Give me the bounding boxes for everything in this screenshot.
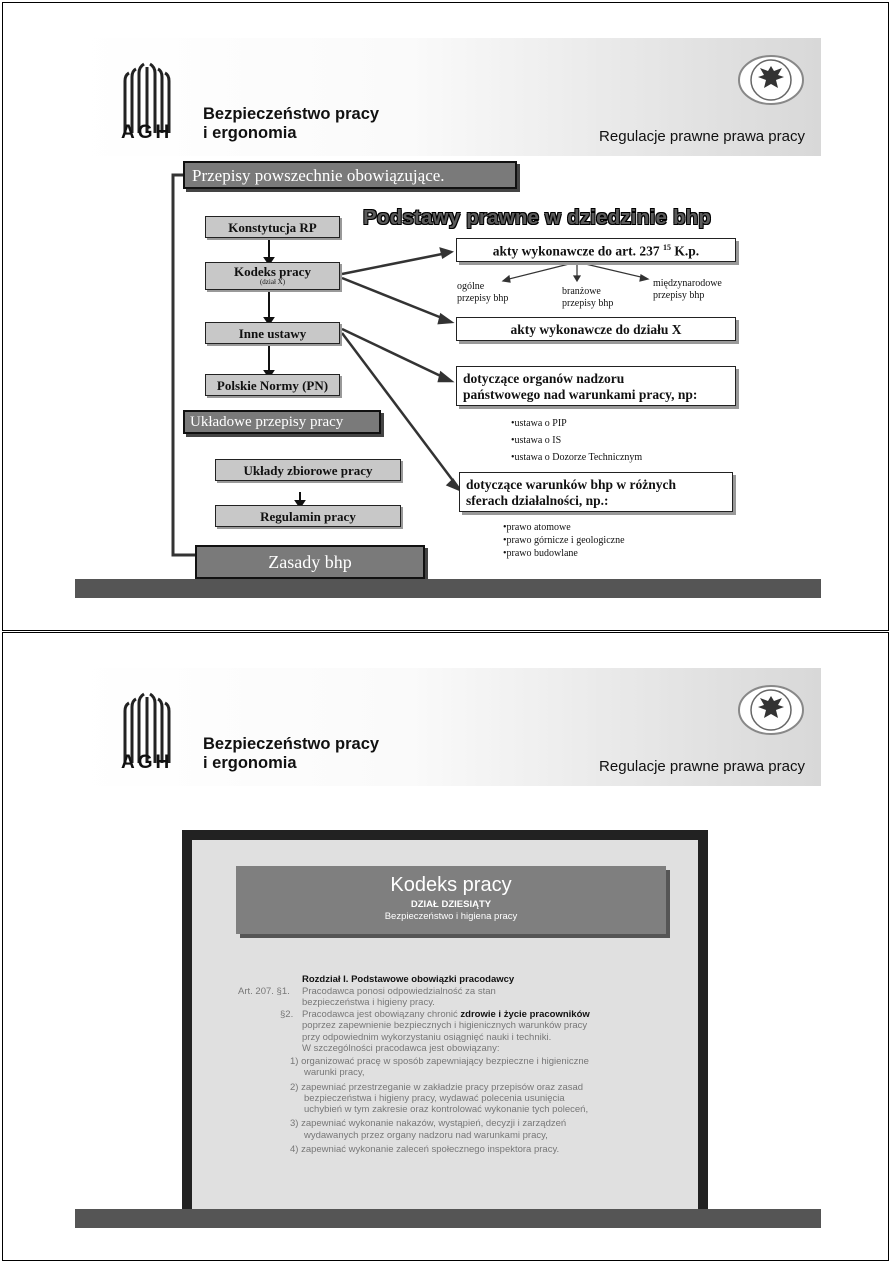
label-miedzy-1: międzynarodowe bbox=[653, 278, 722, 289]
page-1 bbox=[2, 2, 889, 631]
organy-line-1: dotyczące organów nadzoru bbox=[463, 371, 625, 386]
box-uklady-zbiorowe: Układy zbiorowe pracy bbox=[215, 459, 401, 481]
course-title-line2: i ergonomia bbox=[203, 754, 297, 772]
organy-item-1: •ustawa o PIP bbox=[511, 418, 567, 429]
course-title-line1: Bezpieczeństwo pracy bbox=[203, 735, 380, 753]
warunki-line-2: sferach działalności, np.: bbox=[466, 493, 609, 508]
agh-logo-text: AGH bbox=[121, 752, 173, 773]
page-2 bbox=[2, 632, 889, 1261]
kodeks-division-name: Bezpieczeństwo i higiena pracy bbox=[384, 911, 518, 922]
organy-list bbox=[511, 415, 642, 466]
box-kodeks-note: (dział X) bbox=[259, 278, 286, 286]
p2-line-2: poprzez zapewnienie bezpiecznych i higienicznych warunków pracy bbox=[302, 1020, 588, 1032]
course-title-line1: Bezpieczeństwo pracy bbox=[203, 105, 380, 123]
agh-logo-text: AGH bbox=[121, 122, 173, 143]
paragraph-1 bbox=[302, 986, 496, 1009]
kodeks-division: DZIAŁ DZIESIĄTY bbox=[410, 899, 492, 910]
p1-line-1: Pracodawca ponosi odpowiedzialność za stan bbox=[302, 986, 496, 997]
label-ogolne-2: przepisy bhp bbox=[457, 293, 509, 304]
box-kodeks-label: Kodeks pracy bbox=[234, 264, 311, 279]
organy-line-2: państwowego nad warunkami pracy, np: bbox=[463, 387, 698, 402]
akty-art-text: akty wykonawcze do art. 237 bbox=[492, 243, 660, 259]
p2-text-bold: zdrowie i życie pracowników bbox=[460, 1009, 590, 1020]
item-1 bbox=[290, 1056, 589, 1079]
item-2-line-1: 2) zapewniać przestrzeganie w zakładzie pracy przepisów oraz zasad bbox=[290, 1081, 584, 1093]
box-regulamin-pracy: Regulamin pracy bbox=[215, 505, 401, 527]
item-2 bbox=[290, 1082, 589, 1116]
warunki-item-3: •prawo budowlane bbox=[503, 548, 578, 559]
box-organy-nadzoru bbox=[456, 366, 736, 406]
section-bhp-rules: Zasady bhp bbox=[195, 545, 425, 579]
warunki-line-1: dotyczące warunków bhp w różnych bbox=[466, 477, 677, 492]
label-miedzynarodowe bbox=[653, 278, 722, 302]
slide-footer-bar bbox=[75, 1209, 821, 1228]
slide-header bbox=[75, 668, 821, 786]
label-branzowe bbox=[562, 286, 613, 310]
course-title-line2: i ergonomia bbox=[203, 124, 297, 142]
slide-footer-bar bbox=[75, 579, 821, 598]
p2-text-a: Pracodawca jest obowiązany chronić bbox=[302, 1009, 461, 1020]
university-seal-icon bbox=[737, 684, 805, 736]
slide-1 bbox=[75, 38, 821, 599]
box-konstytucja: Konstytucja RP bbox=[205, 216, 340, 238]
item-3-line-1: 3) zapewniać wykonanie nakazów, wystąpień, decyzji i zarządzeń bbox=[290, 1118, 567, 1130]
box-akty-art-237 bbox=[456, 238, 736, 262]
section-general-regulations: Przepisy powszechnie obowiązujące. bbox=[183, 161, 517, 189]
p1-line-2: bezpieczeństwa i higieny pracy. bbox=[302, 997, 435, 1009]
box-akty-dzial-x: akty wykonawcze do działu X bbox=[456, 317, 736, 341]
section-collective-regulations: Układowe przepisy pracy bbox=[183, 410, 381, 434]
box-warunki-bhp bbox=[459, 472, 733, 512]
embedded-slide bbox=[192, 840, 698, 1213]
warunki-item-1: •prawo atomowe bbox=[503, 522, 571, 533]
slide-subtitle: Regulacje prawne prawa pracy bbox=[599, 758, 805, 775]
item-1-line-1: 1) organizować pracę w sposób zapewniający bezpieczne i higieniczne bbox=[290, 1056, 589, 1067]
label-branzowe-2: przepisy bhp bbox=[562, 298, 614, 309]
item-3 bbox=[290, 1118, 589, 1141]
p2-line-4: W szczególności pracodawca jest obowiązany: bbox=[302, 1042, 500, 1054]
label-ogolne bbox=[457, 281, 508, 305]
article-label: Art. 207. §1. bbox=[238, 986, 290, 997]
organy-item-2: •ustawa o IS bbox=[511, 435, 562, 446]
obligations-list bbox=[290, 1056, 589, 1155]
item-4 bbox=[290, 1144, 589, 1155]
item-4-line-1: 4) zapewniać wykonanie zaleceń społecznego inspektora pracy. bbox=[290, 1144, 560, 1156]
item-3-line-2: wydawanych przez organy nadzoru nad warunkami pracy, bbox=[304, 1129, 548, 1141]
label-miedzy-2: przepisy bhp bbox=[653, 290, 705, 301]
akty-kp-text: K.p. bbox=[671, 243, 700, 259]
item-2-line-3: uchybień w tym zakresie oraz kontrolować wykonanie tych poleceń, bbox=[304, 1104, 589, 1116]
item-2-line-2: bezpieczeństwa i higieny pracy, wydawać polecenia usunięcia bbox=[304, 1092, 565, 1104]
box-kodeks-pracy bbox=[205, 262, 340, 290]
warunki-list bbox=[503, 521, 625, 560]
p2-line-1 bbox=[302, 1009, 590, 1020]
label-branzowe-1: branżowe bbox=[562, 286, 601, 297]
box-polskie-normy: Polskie Normy (PN) bbox=[205, 374, 340, 396]
organy-item-3: •ustawa o Dozorze Technicznym bbox=[511, 452, 643, 463]
embedded-slide-frame bbox=[182, 830, 708, 1223]
paragraph-2 bbox=[302, 1009, 590, 1054]
akty-art-superscript: 15 bbox=[663, 243, 672, 252]
kodeks-title-box bbox=[236, 866, 666, 934]
kodeks-title: Kodeks pracy bbox=[390, 874, 512, 896]
paragraph-2-label: §2. bbox=[280, 1009, 294, 1020]
p2-line-3: przy odpowiednim wykorzystaniu osiągnięć nauki i techniki. bbox=[302, 1031, 552, 1043]
slide-subtitle: Regulacje prawne prawa pracy bbox=[599, 128, 805, 145]
warunki-item-2: •prawo górnicze i geologiczne bbox=[503, 535, 625, 546]
slide-2 bbox=[75, 668, 821, 1229]
chapter-heading: Rozdział I. Podstawowe obowiązki pracodawcy bbox=[302, 974, 515, 985]
course-title bbox=[203, 735, 379, 773]
item-1-line-2: warunki pracy, bbox=[304, 1067, 365, 1079]
main-title: Podstawy prawne w dziedzinie bhp bbox=[363, 206, 712, 229]
label-ogolne-1: ogólne bbox=[457, 281, 485, 292]
box-inne-ustawy: Inne ustawy bbox=[205, 322, 340, 344]
